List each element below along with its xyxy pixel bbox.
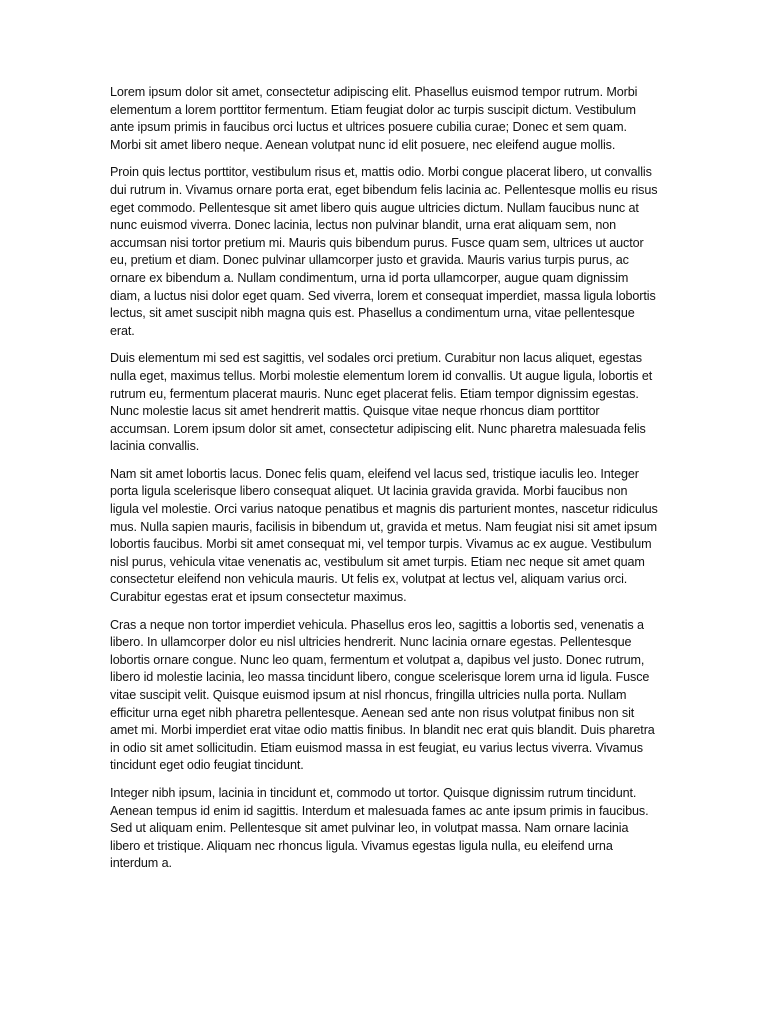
document-page [110,84,658,883]
paragraph-2: Proin quis lectus porttitor, vestibulum risus et, mattis odio. Morbi congue placerat libero, ut convallis dui rutrum in. Vivamus ornare porta erat, eget bibendum felis lacinia ac. Pellentesque mollis eu risus eget commodo. Pellentesque sit amet libero quis augue ultricies dictum. Nullam faucibus nunc at nunc euismod viverra. Donec lacinia, lectus non pulvinar blandit, urna erat aliquam sem, non accumsan nisi tortor pretium mi. Mauris quis bibendum purus. Fusce quam sem, ultrices ut auctor eu, pretium et diam. Donec pulvinar ullamcorper justo et gravida. Mauris varius turpis purus, ac ornare ex bibendum a. Nullam condimentum, urna id porta ullamcorper, augue quam dignissim diam, a luctus nisi dolor eget quam. Sed viverra, lorem et consequat imperdiet, massa ligula lobortis lectus, sit amet suscipit nibh magna quis est. Phasellus a condimentum urna, vitae pellentesque erat. [110,165,658,338]
paragraph-4: Nam sit amet lobortis lacus. Donec felis quam, eleifend vel lacus sed, tristique iaculis leo. Integer porta ligula scelerisque libero consequat aliquet. Ut lacinia gravida gravida. Morbi faucibus non ligula vel molestie. Orci varius natoque penatibus et magnis dis parturient montes, nascetur ridiculus mus. Nulla sapien mauris, facilisis in bibendum ut, gravida et metus. Nam feugiat nisi sit amet ipsum lobortis faucibus. Morbi sit amet consequat mi, vel tempor turpis. Vivamus ac ex augue. Vestibulum nisl purus, vehicula vitae venenatis ac, vestibulum sit amet turpis. Etiam nec neque sit amet quam consectetur eleifend non vehicula mauris. Ut felis ex, volutpat at lectus vel, aliquam varius orci. Curabitur egestas erat et ipsum consectetur maximus. [110,466,658,605]
paragraph-6: Integer nibh ipsum, lacinia in tincidunt et, commodo ut tortor. Quisque dignissim rutrum tincidunt. Aenean tempus id enim id sagittis. Interdum et malesuada fames ac ante ipsum primis in faucibus. Sed ut aliquam enim. Pellentesque sit amet pulvinar leo, in volutpat massa. Nam ornare lacinia libero et tristique. Aliquam nec rhoncus ligula. Vivamus egestas ligula nulla, eu eleifend urna interdum a. [110,785,649,871]
paragraph-5: Cras a neque non tortor imperdiet vehicula. Phasellus eros leo, sagittis a lobortis sed, venenatis a libero. In ullamcorper dolor eu nisl ultricies hendrerit. Nunc lacinia ornare egestas. Pellentesque lobortis ornare congue. Nunc leo quam, fermentum et volutpat a, dapibus vel justo. Donec rutrum, libero id molestie lacinia, leo massa tincidunt libero, congue scelerisque lorem urna id ligula. Fusce vitae suscipit velit. Quisque euismod ipsum at nisl rhoncus, fringilla ultricies nulla porta. Nullam efficitur urna eget nibh pharetra pellentesque. Aenean sed ante non risus volutpat finibus non sit amet mi. Morbi imperdiet erat vitae odio mattis finibus. In blandit nec erat quis blandit. Duis pharetra in odio sit amet sollicitudin. Etiam euismod massa in est feugiat, eu varius lectus viverra. Vivamus tincidunt eget odio feugiat tincidunt. [110,617,655,773]
paragraph-1: Lorem ipsum dolor sit amet, consectetur adipiscing elit. Phasellus euismod tempor rutrum. Morbi elementum a lorem porttitor fermentum. Etiam feugiat dolor ac turpis suscipit dictum. Vestibulum ante ipsum primis in faucibus orci luctus et ultrices posuere cubilia curae; Donec et sem quam. Morbi sit amet libero neque. Aenean volutpat nunc id elit posuere, nec eleifend augue mollis. [110,85,638,152]
paragraph-3: Duis elementum mi sed est sagittis, vel sodales orci pretium. Curabitur non lacus aliquet, egestas nulla eget, maximus tellus. Morbi molestie elementum lorem id convallis. Ut augue ligula, lobortis et rutrum eu, fermentum placerat mauris. Nunc eget placerat felis. Etiam tempor dignissim egestas. Nunc molestie lacus sit amet hendrerit mattis. Quisque vitae neque rhoncus diam porttitor accumsan. Lorem ipsum dolor sit amet, consectetur adipiscing elit. Nunc pharetra malesuada felis lacinia convallis. [110,351,653,454]
